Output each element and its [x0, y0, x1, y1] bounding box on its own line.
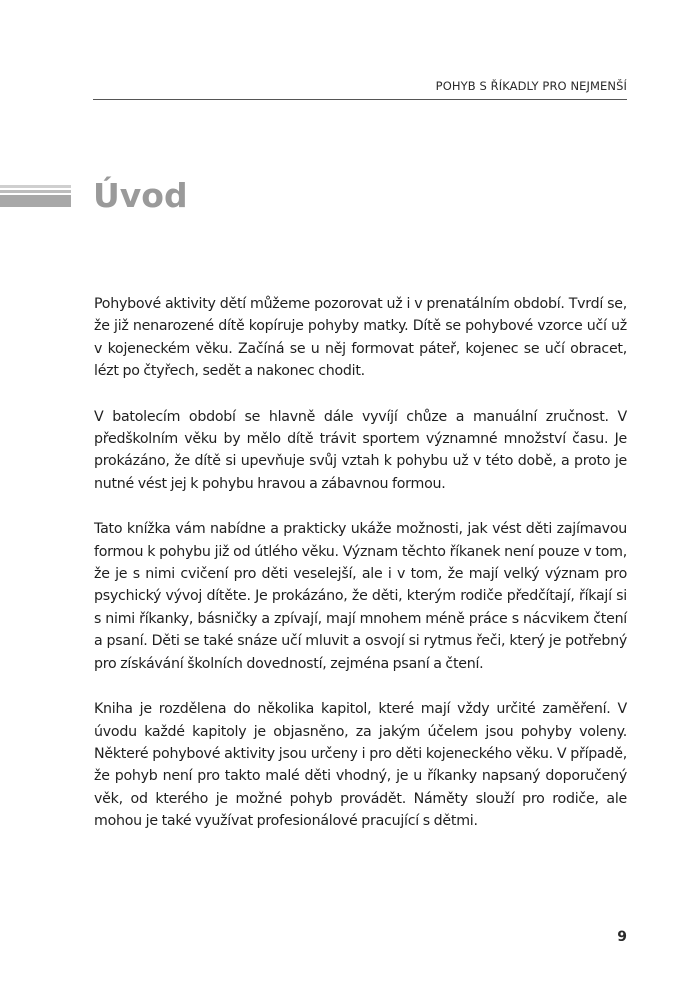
paragraph-3: Tato knížka vám nabídne a prakticky ukáže možnosti, jak vést děti zajímavou formou k pohybu již od útlého věku. Význam těchto říkanek není pouze v tom, že je s nimi cvičení pro děti veselejší, ale i v tom, že mají velký význam pro psychický vývoj dítěte. Je prokázáno, že děti, kterým rodiče předčítají, říkají si s nimi říkanky, básničky a zpívají, mají mnohem méně práce s nácvikem čtení a psaní. Děti se také snáze učí mluvit a osvojí si rytmus řeči, který je potřebný pro získávání školních dovedností, zejména psaní a čtení. [94, 521, 627, 672]
paragraph-1: Pohybové aktivity dětí můžeme pozorovat už i v prenatálním období. Tvrdí se, že již nenarozené dítě kopíruje pohyby matky. Dítě se pohybové vzorce učí už v kojeneckém věku. Začíná se u něj formovat páteř, kojenec se učí obracet, lézt po čtyřech, sedět a nakonec chodit. [94, 296, 627, 380]
chapter-title-bar [0, 185, 71, 207]
page-number: 9 [617, 929, 627, 945]
paragraph-4: Kniha je rozdělena do několika kapitol, které mají vždy určité zaměření. V úvodu každé kapitoly je objasněno, za jakým účelem jsou pohyby voleny. Některé pohybové aktivity jsou určeny i pro děti kojeneckého věku. V případě, že pohyb není pro takto malé děti vhodný, je u říkanky napsaný doporučený věk, od kterého je možné pohyb provádět. Náměty slouží pro rodiče, ale mohou je také využívat profesionálové pracující s dětmi. [94, 701, 627, 830]
body-text [94, 293, 627, 856]
paragraph-2: V batolecím období se hlavně dále vyvíjí chůze a manuální zručnost. V předškolním věku by mělo dítě trávit sportem významné množství času. Je prokázáno, že dítě si upevňuje svůj vztah k pohybu už v této době, a proto je nutné vést jej k pohybu hravou a zábavnou formou. [94, 408, 627, 492]
chapter-title: Úvod [93, 176, 188, 215]
running-header: POHYB S ŘÍKADLY PRO NEJMENŠÍ [435, 79, 627, 93]
header-rule [93, 99, 627, 100]
